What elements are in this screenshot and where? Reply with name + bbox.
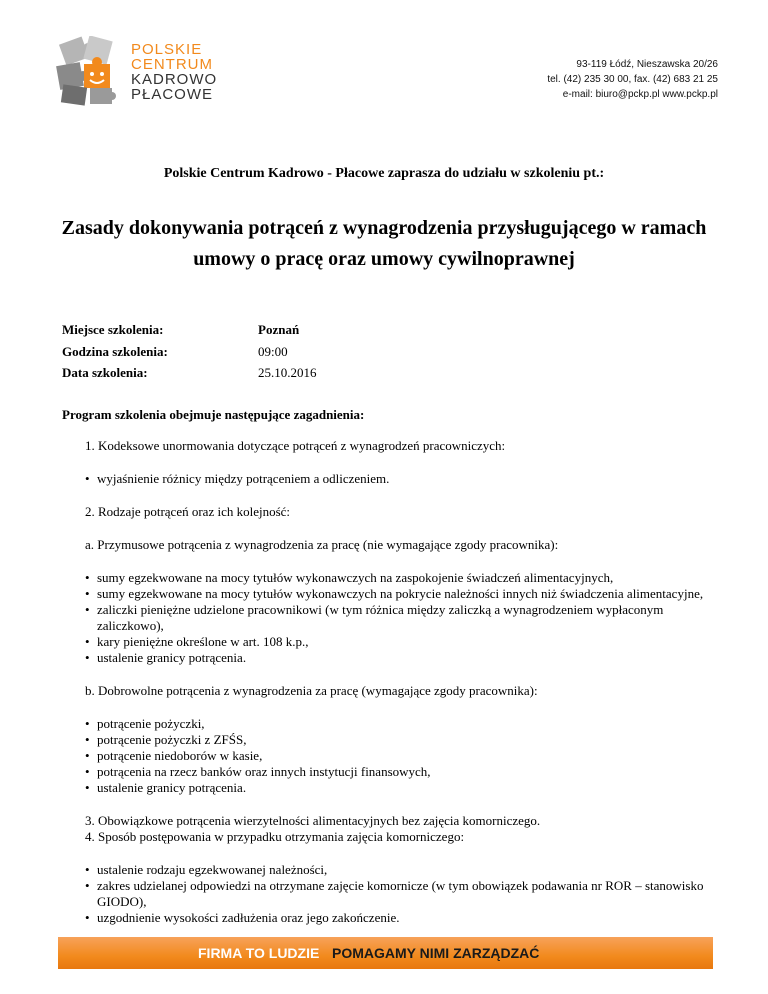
- list-item: • ustalenie rodzaju egzekwowanej należności,: [85, 862, 328, 877]
- section-heading: 4. Sposób postępowania w przypadku otrzymania zajęcia komorniczego:: [85, 829, 465, 844]
- puzzle-logo-icon: [56, 36, 128, 106]
- footer-slogan-left: FIRMA TO LUDZIE: [198, 945, 320, 961]
- logo-wordmark: [131, 42, 217, 102]
- bullet-icon: •: [85, 570, 90, 585]
- contact-address: 93-119 Łódź, Nieszawska 20/26: [576, 59, 718, 70]
- list-item: • potrącenie pożyczki,: [85, 716, 205, 731]
- bullet-icon: •: [85, 602, 90, 617]
- footer-banner: [58, 937, 713, 969]
- program-body: [85, 438, 710, 926]
- bullet-list: [85, 716, 710, 796]
- invite-line: Polskie Centrum Kadrowo - Płacowe zaprasza do udziału w szkoleniu pt.:: [163, 166, 605, 181]
- bullet-icon: •: [85, 862, 90, 877]
- bullet-icon: •: [85, 716, 90, 731]
- list-item: • zaliczki pieniężne udzielone pracownikowi (w tym różnica między zaliczką a wynagrodzeniem wypłaconym zaliczkowo),: [85, 602, 664, 633]
- logo-line: KADROWO: [131, 71, 218, 88]
- bullet-icon: •: [85, 780, 90, 795]
- company-logo: [56, 36, 226, 106]
- bullet-list: [85, 471, 710, 487]
- logo-line: POLSKIE: [131, 41, 203, 58]
- list-item: • potrącenie niedoborów w kasie,: [85, 748, 263, 763]
- detail-value: 09:00: [258, 343, 288, 359]
- logo-line: PŁACOWE: [131, 86, 214, 103]
- section-heading: 1. Kodeksowe unormowania dotyczące potrąceń z wynagrodzeń pracowniczych:: [85, 438, 506, 453]
- bullet-icon: •: [85, 764, 90, 779]
- detail-value: 25.10.2016: [258, 365, 317, 380]
- list-item: • potrącenia na rzecz banków oraz innych instytucji finansowych,: [85, 764, 431, 779]
- detail-label: Data szkolenia:: [62, 365, 148, 380]
- section-heading: 3. Obowiązkowe potrącenia wierzytelności alimentacyjnych bez zajęcia komorniczego.: [85, 813, 541, 828]
- subsection-heading: a. Przymusowe potrącenia z wynagrodzenia za pracę (nie wymagające zgody pracownika):: [85, 537, 559, 552]
- list-item: • zakres udzielanej odpowiedzi na otrzymane zajęcie komornicze (w tym obowiązek podawania nr ROR – stanowisko GIODO),: [85, 878, 704, 909]
- list-item: • wyjaśnienie różnicy między potrąceniem a odliczeniem.: [85, 471, 390, 486]
- list-item: • ustalenie granicy potrącenia.: [85, 780, 247, 795]
- detail-label: Godzina szkolenia:: [62, 343, 168, 359]
- bullet-icon: •: [85, 471, 90, 486]
- bullet-list: [85, 862, 710, 926]
- footer-slogan-right: POMAGAMY NIMI ZARZĄDZAĆ: [332, 945, 540, 961]
- list-item: • potrącenie pożyczki z ZFŚS,: [85, 732, 247, 747]
- logo-line: CENTRUM: [131, 56, 213, 73]
- contact-phone: tel. (42) 235 30 00, fax. (42) 683 21 25: [547, 74, 718, 85]
- detail-value: Poznań: [258, 322, 300, 337]
- contact-info: [547, 57, 718, 102]
- contact-email-web: e-mail: biuro@pckp.pl www.pckp.pl: [562, 89, 718, 100]
- bullet-list: [85, 570, 710, 666]
- bullet-icon: •: [85, 748, 90, 763]
- detail-label: Miejsce szkolenia:: [62, 322, 164, 337]
- list-item: • kary pieniężne określone w art. 108 k.p.,: [85, 634, 309, 649]
- list-item: • sumy egzekwowane na mocy tytułów wykonawczych na pokrycie należności innych niż świadczenia alimentacyjne,: [85, 586, 704, 601]
- bullet-icon: •: [85, 732, 90, 747]
- bullet-icon: •: [85, 586, 90, 601]
- bullet-icon: •: [85, 910, 90, 925]
- bullet-icon: •: [85, 650, 90, 665]
- program-heading: Program szkolenia obejmuje następujące zagadnienia:: [62, 407, 365, 422]
- list-item: • ustalenie granicy potrącenia.: [85, 650, 247, 665]
- bullet-icon: •: [85, 634, 90, 649]
- training-title: Zasady dokonywania potrąceń z wynagrodzenia przysługującego w ramach umowy o pracę oraz umowy cywilnoprawnej: [61, 217, 707, 270]
- list-item: • sumy egzekwowane na mocy tytułów wykonawczych na zaspokojenie świadczeń alimentacyjnych,: [85, 570, 614, 585]
- subsection-heading: b. Dobrowolne potrącenia z wynagrodzenia za pracę (wymagające zgody pracownika):: [85, 683, 538, 698]
- section-heading: 2. Rodzaje potrąceń oraz ich kolejność:: [85, 504, 291, 519]
- list-item: • uzgodnienie wysokości zadłużenia oraz jego zakończenie.: [85, 910, 400, 925]
- bullet-icon: •: [85, 878, 90, 893]
